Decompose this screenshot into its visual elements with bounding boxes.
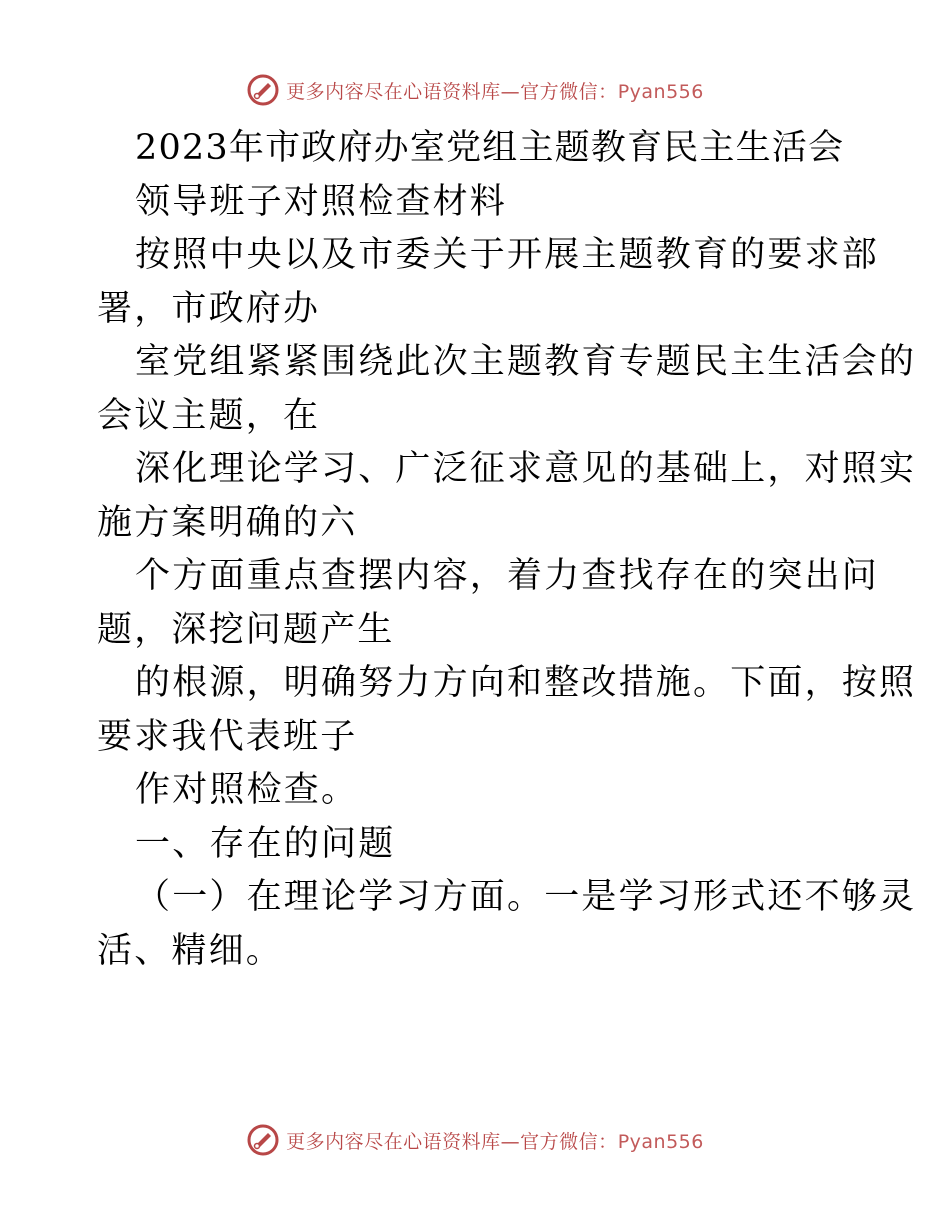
banner-wechat-id: Pyan556	[617, 80, 704, 103]
document-title-line-2: 领导班子对照检查材料	[135, 181, 508, 222]
banner-text	[286, 1127, 704, 1154]
banner-main-text: 更多内容尽在心语资料库	[286, 80, 501, 103]
paragraph-line: 题，深挖问题产生	[97, 609, 395, 650]
banner-text	[286, 77, 704, 104]
paragraph-line: 要求我代表班子	[97, 716, 358, 757]
logo-icon	[246, 73, 280, 107]
footer-banner	[0, 1120, 950, 1160]
paragraph-line: 署，市政府办	[97, 288, 321, 329]
banner-dash: —	[500, 80, 521, 103]
paragraph-line: 个方面重点查摆内容，着力查找存在的突出问	[135, 556, 880, 596]
document-body	[97, 122, 917, 978]
banner-wechat-id: Pyan556	[617, 1130, 704, 1153]
banner-wechat-label: 官方微信：	[520, 80, 618, 103]
paragraph-line: 会议主题，在	[97, 395, 321, 436]
paragraph-line: 深化理论学习、广泛征求意见的基础上，对照实	[135, 449, 917, 489]
paragraph-line: 室党组紧紧围绕此次主题教育专题民主生活会的	[135, 342, 917, 382]
paragraph-line: 作对照检查。	[135, 770, 359, 810]
document-title-line-1: 2023年市政府办室党组主题教育民主生活会	[135, 128, 845, 168]
header-banner	[0, 70, 950, 110]
banner-wechat-label: 官方微信：	[520, 1130, 618, 1153]
banner-main-text: 更多内容尽在心语资料库	[286, 1130, 501, 1153]
paragraph-line: 按照中央以及市委关于开展主题教育的要求部	[135, 235, 880, 275]
section-heading: 一、存在的问题	[135, 823, 396, 864]
paragraph-line: 活、精细。	[97, 930, 284, 971]
paragraph-line: 的根源，明确努力方向和整改措施。下面，按照	[135, 663, 917, 703]
paragraph-line: 施方案明确的六	[97, 502, 358, 543]
banner-dash: —	[500, 1130, 521, 1153]
logo-icon	[246, 1123, 280, 1157]
paragraph-line: （一）在理论学习方面。一是学习形式还不够灵	[135, 877, 917, 917]
